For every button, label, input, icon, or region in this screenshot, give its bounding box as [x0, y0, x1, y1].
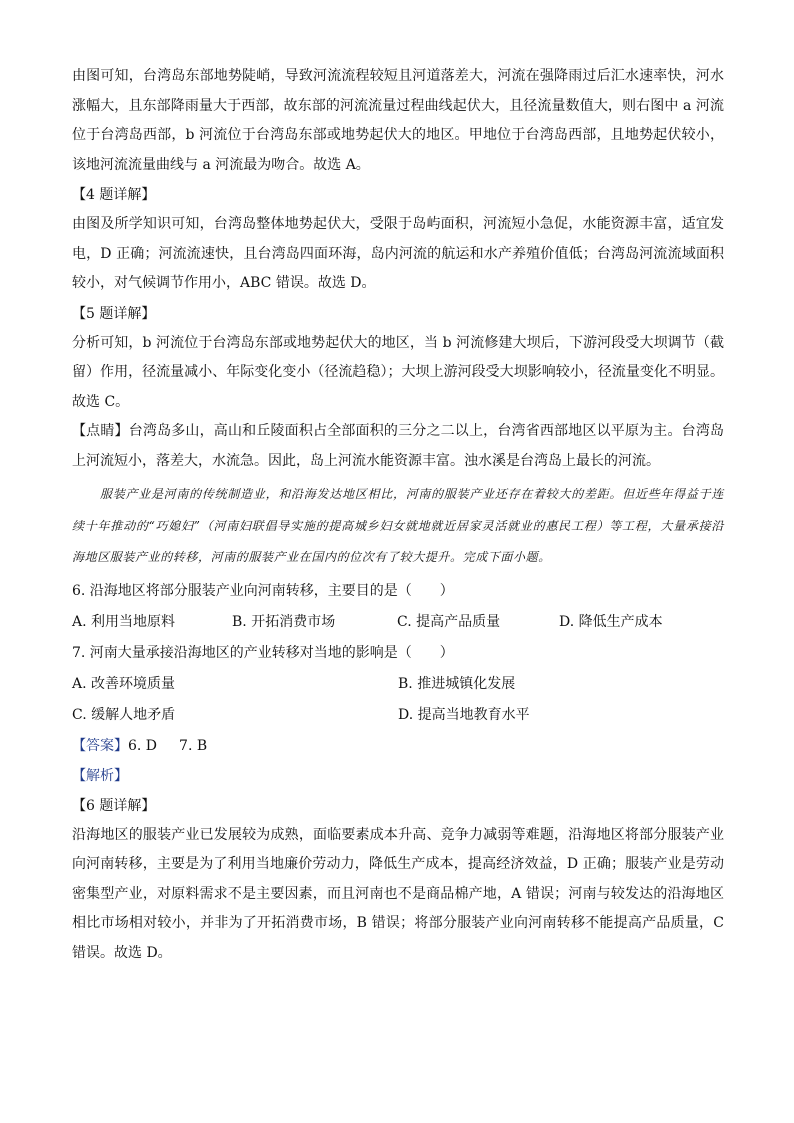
q3-explanation: 由图可知，台湾岛东部地势陡峭，导致河流流程较短且河道落差大，河流在强降雨过后汇水速率快，河水涨幅大，且东部降雨量大于西部，故东部的河流流量过程曲线起伏大，且径流量数值大，则右图中 a 河流位于台湾岛西部，b 河流位于台湾岛东部或地势起伏大的地区。甲地位于台湾岛西部，且地势起伏较小，该地河流流量曲线与 a 河流最为吻合。故选 A。 [72, 68, 724, 173]
q7-option-b: B. 推进城镇化发展 [398, 675, 516, 692]
q5-heading: 【5 题详解】 [72, 305, 156, 322]
q4-heading: 【4 题详解】 [72, 187, 156, 203]
q6-option-b: B. 开拓消费市场 [232, 613, 336, 630]
answer-q6: 6. D [128, 737, 158, 754]
q7-option-a: A. 改善环境质量 [72, 675, 176, 692]
q5-explanation: 分析可知，b 河流位于台湾岛东部或地势起伏大的地区，当 b 河流修建大坝后，下游河段受大坝调节（截留）作用，径流量减小、年际变化变小（径流趋稳）；大坝上游河段受大坝影响较小，径流量变化不明显。故选 C。 [72, 334, 724, 410]
document-content [72, 62, 724, 968]
q6-options [72, 607, 724, 638]
answer-label: 【答案】 [72, 737, 128, 754]
highlight-note [72, 417, 724, 476]
q6-option-c: C. 提高产品质量 [397, 613, 501, 630]
q6-option-a: A. 利用当地原料 [72, 613, 176, 630]
highlight-text: 台湾岛多山，高山和丘陵面积占全部面积的三分之二以上，台湾省西部地区以平原为主。台湾岛上河流短小，落差大，水流急。因此，岛上河流水能资源丰富。浊水溪是台湾岛上最长的河流。 [72, 423, 725, 469]
q6-heading: 【6 题详解】 [72, 797, 156, 814]
q6-explanation: 沿海地区的服装产业已发展较为成熟，面临要素成本升高、竞争力减弱等难题，沿海地区将部分服装产业向河南转移，主要是为了利用当地廉价劳动力，降低生产成本，提高经济效益，D 正确；服装产业是劳动密集型产业，对原料需求不是主要因素，而且河南也不是商品棉产地，A 错误；河南与较发达的沿海地区相比市场相对较小，并非为了开拓消费市场，B 错误；将部分服装产业向河南转移不能提高产品质量，C 错误。故选 D。 [72, 826, 724, 961]
q4-explanation: 由图及所学知识可知，台湾岛整体地势起伏大，受限于岛屿面积，河流短小急促，水能资源丰富，适宜发电，D 正确；河流流速快，且台湾岛四面环海，岛内河流的航运和水产养殖价值低；台湾岛河流流域面积较小，对气候调节作用小，ABC 错误。故选 D。 [72, 216, 724, 291]
answer-line [72, 731, 724, 761]
answer-q7: 7. B [179, 737, 208, 754]
q7-option-d: D. 提高当地教育水平 [398, 706, 530, 723]
q7-options [72, 669, 724, 731]
q7-option-c: C. 缓解人地矛盾 [72, 706, 176, 723]
reading-passage: 服装产业是河南的传统制造业，和沿海发达地区相比，河南的服装产业还存在着较大的差距。但近些年得益于连续十年推动的“巧媳妇”（河南妇联倡导实施的提高城乡妇女就地就近居家灵活就业的惠民工程）等工程，大量承接沿海地区服装产业的转移，河南的服装产业在国内的位次有了较大提升。完成下面小题。 [72, 487, 724, 564]
highlight-label: 【点睛】 [72, 423, 129, 439]
q7-stem: 7. 河南大量承接沿海地区的产业转移对当地的影响是（ ） [72, 644, 454, 661]
q6-stem: 6. 沿海地区将部分服装产业向河南转移，主要目的是（ ） [72, 582, 454, 599]
analysis-heading: 【解析】 [72, 767, 128, 784]
q6-option-d: D. 降低生产成本 [559, 613, 663, 630]
